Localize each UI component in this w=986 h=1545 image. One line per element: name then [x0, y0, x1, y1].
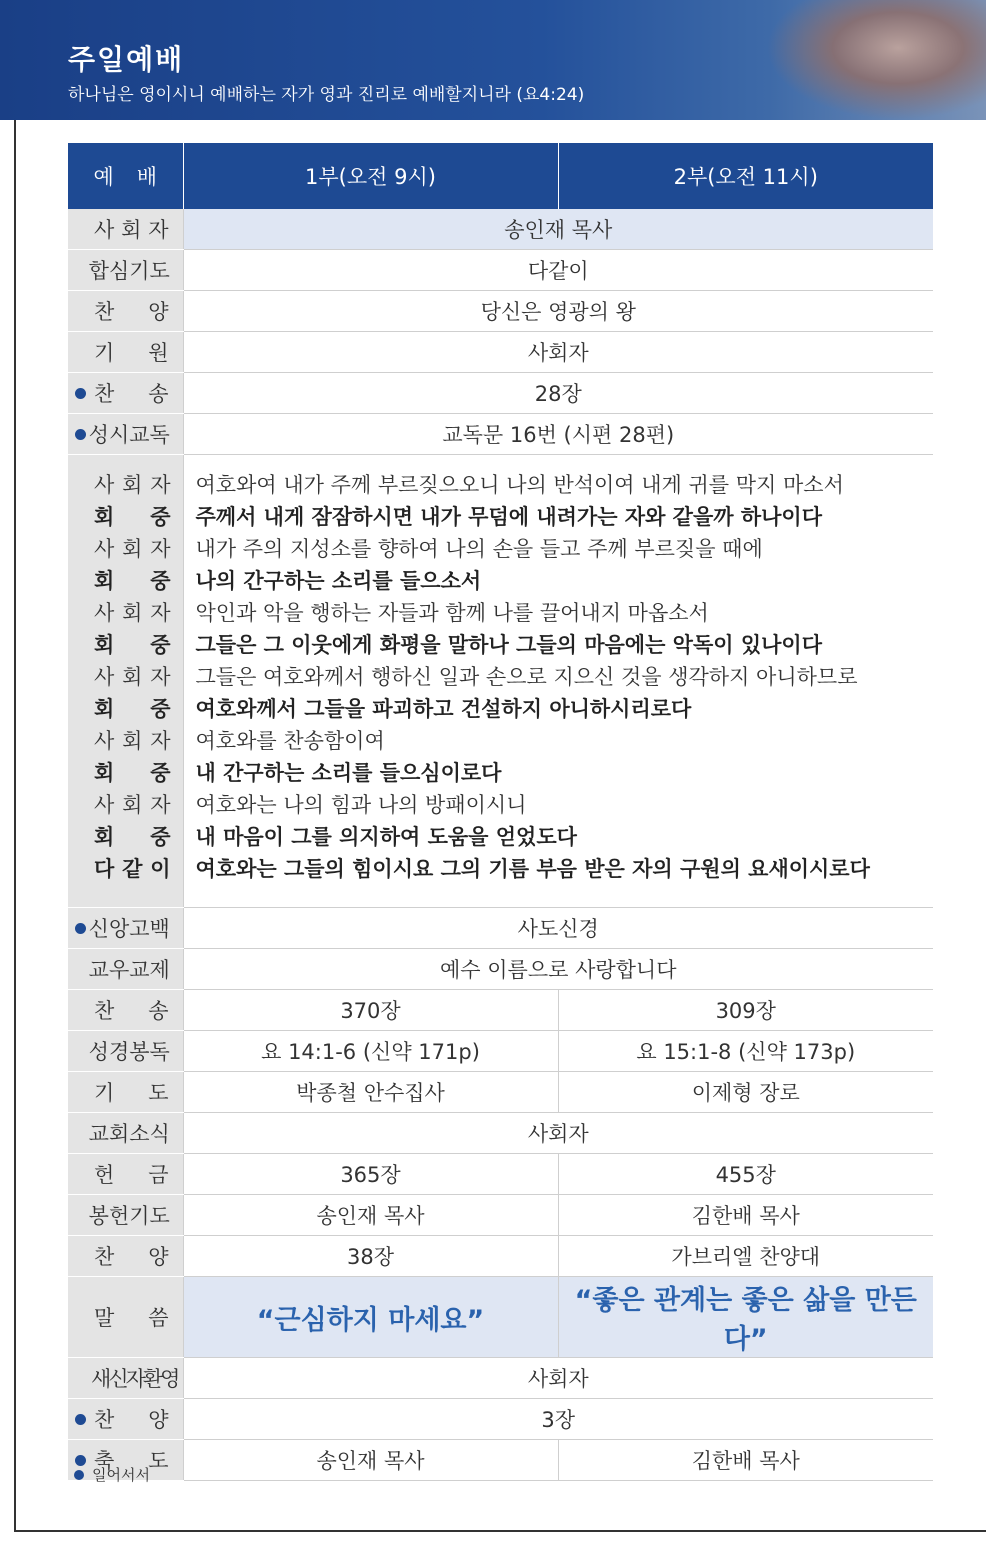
table-row — [68, 949, 933, 990]
responsive-line: 내 간구하는 소리를 들으심이로다 — [195, 761, 502, 785]
table-row — [68, 1031, 933, 1072]
responsive-role: 사 회 자 — [94, 537, 171, 561]
row-value: 요 15:1-8 (신약 173p) — [558, 1031, 933, 1072]
row-label-text: 새신자환영 — [91, 1367, 178, 1391]
responsive-line: 내가 주의 지성소를 향하여 나의 손을 들고 주께 부르짖을 때에 — [195, 537, 763, 561]
row-label — [68, 209, 183, 250]
row-label — [68, 1236, 183, 1277]
row-label-text: 교회소식 — [88, 1122, 170, 1146]
worship-order-table — [68, 143, 933, 1481]
table-row — [68, 1195, 933, 1236]
page-subtitle: 하나님은 영이시니 예배하는 자가 영과 진리로 예배할지니라 (요4:24) — [68, 85, 585, 105]
row-label — [68, 949, 183, 990]
responsive-line: 여호와를 찬송함이여 — [195, 729, 385, 753]
row-label — [68, 1154, 183, 1195]
responsive-line: 여호와는 나의 힘과 나의 방패이시니 — [195, 793, 527, 817]
responsive-role: 회 중 — [94, 761, 171, 785]
responsive-role: 회 중 — [94, 697, 171, 721]
row-value: 3장 — [183, 1399, 933, 1440]
col-header-label: 예 배 — [68, 143, 183, 209]
row-label — [68, 332, 183, 373]
table-row — [68, 990, 933, 1031]
responsive-role: 사 회 자 — [94, 793, 171, 817]
table-row — [68, 332, 933, 373]
row-value: 요 14:1-6 (신약 171p) — [183, 1031, 558, 1072]
table-row — [68, 414, 933, 455]
table-row — [68, 1440, 933, 1481]
responsive-reading-row — [68, 455, 933, 908]
row-label — [68, 908, 183, 949]
row-label-text: 기 원 — [94, 341, 169, 365]
row-value: 370장 — [183, 990, 558, 1031]
row-value: 28장 — [183, 373, 933, 414]
row-label — [68, 1277, 183, 1358]
row-value: 455장 — [558, 1154, 933, 1195]
row-label — [68, 373, 183, 414]
row-value: 송인재 목사 — [183, 1440, 558, 1481]
responsive-role: 사 회 자 — [94, 601, 171, 625]
standing-dot-icon — [75, 388, 86, 399]
responsive-line: 그들은 그 이웃에게 화평을 말하나 그들의 마음에는 악독이 있나이다 — [195, 633, 822, 657]
table-row — [68, 1399, 933, 1440]
table-row — [68, 1113, 933, 1154]
row-value: 사도신경 — [183, 908, 933, 949]
row-label-text: 성경봉독 — [88, 1040, 170, 1064]
table-row — [68, 373, 933, 414]
table-row — [68, 291, 933, 332]
row-label-text: 찬 송 — [94, 999, 169, 1023]
page-title: 주일예배 — [68, 43, 185, 76]
row-label-text: 찬 양 — [94, 1245, 169, 1269]
row-label-text: 봉헌기도 — [88, 1204, 170, 1228]
table-row — [68, 1072, 933, 1113]
row-label-text: 말 씀 — [94, 1306, 169, 1330]
standing-dot-icon — [75, 1414, 86, 1425]
responsive-role: 회 중 — [94, 825, 171, 849]
row-value: 365장 — [183, 1154, 558, 1195]
legend — [74, 1464, 150, 1485]
row-label — [68, 1031, 183, 1072]
row-value: 이제형 장로 — [558, 1072, 933, 1113]
table-row — [68, 250, 933, 291]
row-label-text: 신앙고백 — [88, 917, 170, 941]
responsive-line: 악인과 악을 행하는 자들과 함께 나를 끌어내지 마옵소서 — [195, 601, 709, 625]
row-value: 사회자 — [183, 1358, 933, 1399]
legend-text: 일어서서 — [92, 1466, 150, 1484]
row-value: 309장 — [558, 990, 933, 1031]
row-label — [68, 1072, 183, 1113]
row-value: 김한배 목사 — [558, 1440, 933, 1481]
row-value: 송인재 목사 — [183, 1195, 558, 1236]
row-value: 다같이 — [183, 250, 933, 291]
praying-hands-image — [766, 0, 986, 120]
responsive-role: 회 중 — [94, 505, 171, 529]
table-row — [68, 209, 933, 250]
row-label-text: 합심기도 — [88, 259, 170, 283]
row-label — [68, 1195, 183, 1236]
responsive-line: 여호와여 내가 주께 부르짖으오니 나의 반석이여 내게 귀를 막지 마소서 — [195, 473, 844, 497]
responsive-role: 회 중 — [94, 569, 171, 593]
row-label-text: 찬 양 — [94, 300, 169, 324]
standing-dot-icon — [75, 429, 86, 440]
row-label-text: 사 회 자 — [94, 218, 169, 242]
row-label-text: 찬 양 — [94, 1408, 169, 1432]
col-header-service2: 2부(오전 11시) — [558, 143, 933, 209]
row-label — [68, 990, 183, 1031]
responsive-role: 회 중 — [94, 633, 171, 657]
responsive-roles — [68, 455, 183, 908]
row-label — [68, 291, 183, 332]
row-label-text: 축 도 — [94, 1449, 169, 1473]
col-header-service1: 1부(오전 9시) — [183, 143, 558, 209]
table-row — [68, 1277, 933, 1358]
responsive-role: 사 회 자 — [94, 729, 171, 753]
row-value: 김한배 목사 — [558, 1195, 933, 1236]
row-label-text: 교우교제 — [88, 958, 170, 982]
row-label-text: 찬 송 — [94, 382, 169, 406]
responsive-line: 내 마음이 그를 의지하여 도움을 얻었도다 — [195, 825, 577, 849]
responsive-texts — [183, 455, 933, 908]
responsive-line: 주께서 내게 잠잠하시면 내가 무덤에 내려가는 자와 같을까 하나이다 — [195, 505, 822, 529]
row-value: 사회자 — [183, 1113, 933, 1154]
row-label-text: 헌 금 — [94, 1163, 169, 1187]
responsive-line: 여호와는 그들의 힘이시요 그의 기름 부음 받은 자의 구원의 요새이시로다 — [195, 857, 870, 881]
table-row — [68, 908, 933, 949]
row-label — [68, 250, 183, 291]
responsive-role: 사 회 자 — [94, 473, 171, 497]
row-value: 예수 이름으로 사랑합니다 — [183, 949, 933, 990]
row-value: 박종철 안수집사 — [183, 1072, 558, 1113]
row-label-text: 성시교독 — [88, 423, 170, 447]
responsive-line: 여호와께서 그들을 파괴하고 건설하지 아니하시리로다 — [195, 697, 692, 721]
row-label — [68, 1399, 183, 1440]
row-value: 사회자 — [183, 332, 933, 373]
standing-dot-icon — [74, 1470, 84, 1480]
row-value: 교독문 16번 (시편 28편) — [183, 414, 933, 455]
responsive-line: 그들은 여호와께서 행하신 일과 손으로 지으신 것을 생각하지 아니하므로 — [195, 665, 858, 689]
row-value: 송인재 목사 — [183, 209, 933, 250]
row-value: 당신은 영광의 왕 — [183, 291, 933, 332]
row-label-text: 기 도 — [94, 1081, 169, 1105]
row-label — [68, 1358, 183, 1399]
table-row — [68, 1236, 933, 1277]
table-row — [68, 1154, 933, 1195]
sermon-title: “근심하지 마세요” — [183, 1277, 558, 1358]
responsive-line: 나의 간구하는 소리를 들으소서 — [195, 569, 482, 593]
row-label — [68, 414, 183, 455]
responsive-role: 다 같 이 — [94, 857, 171, 881]
row-value: 가브리엘 찬양대 — [558, 1236, 933, 1277]
responsive-role: 사 회 자 — [94, 665, 171, 689]
row-label — [68, 1113, 183, 1154]
table-row — [68, 1358, 933, 1399]
sermon-title: “좋은 관계는 좋은 삶을 만든다” — [558, 1277, 933, 1358]
header-banner — [0, 0, 986, 120]
standing-dot-icon — [75, 923, 86, 934]
row-value: 38장 — [183, 1236, 558, 1277]
